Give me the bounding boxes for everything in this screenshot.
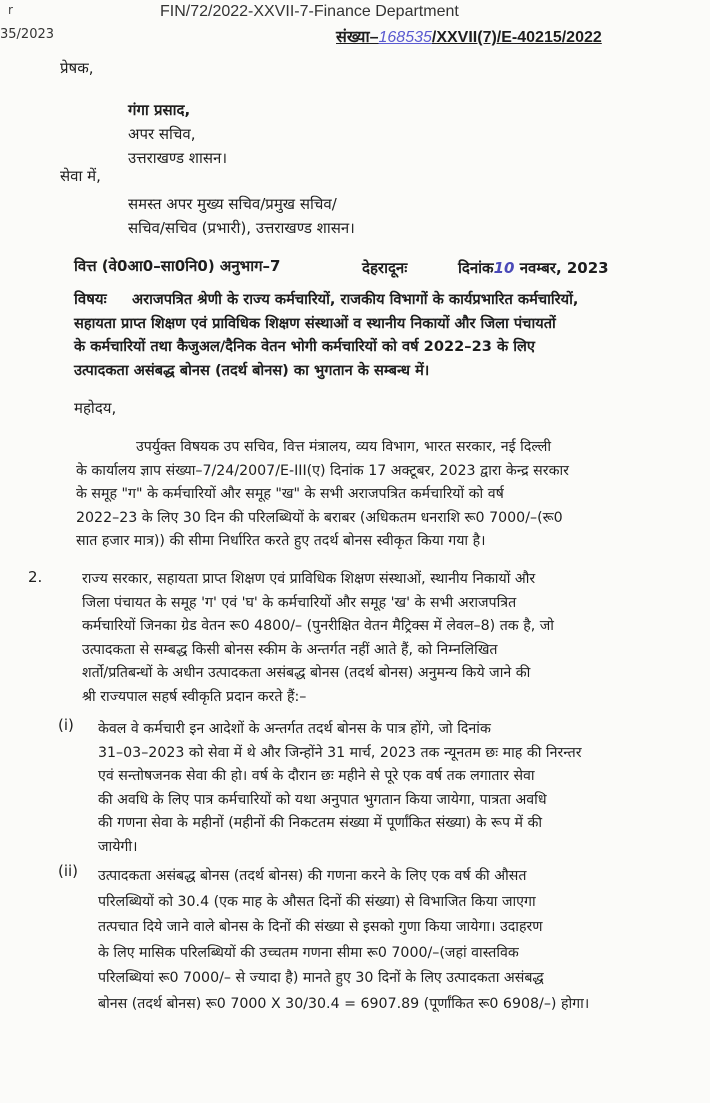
paragraph-line: परिलब्धियों को 30.4 (एक माह के औसत दिनों की संख्या) से विभाजित किया जाएगा [98,893,536,910]
subject-line: के कर्मचारियों तथा कैजुअल/दैनिक वेतन भोगी कर्मचारियों को वर्ष 2022–23 के लिए [74,338,535,355]
paragraph-line: बोनस (तदर्थ बोनस) रू0 7000 X 30/30.4 = 6907.89 (पूर्णांकित रू0 6908/–) होगा। [98,995,590,1012]
paragraph-line: 2022–23 के लिए 30 दिन की परिलब्धियों के बराबर (अधिकतम धनराशि रू0 7000/–(रू0 [76,509,563,526]
corner-mark: r [8,3,13,17]
sender-designation: अपर सचिव, [128,125,196,143]
sender-name: गंगा प्रसाद, [128,101,191,119]
subject-line: अराजपत्रित श्रेणी के राज्य कर्मचारियों, राजकीय विभागों के कार्यप्रभारित कर्मचारियों, [132,291,579,308]
paragraph-line: के कार्यालय ज्ञाप संख्या–7/24/2007/E-III(ए) दिनांक 17 अक्टूबर, 2023 द्वारा केन्द्र सरकार [76,462,569,479]
date-suffix: नवम्बर, 2023 [519,259,609,277]
paragraph-line: एवं सन्तोषजनक सेवा की हो। वर्ष के दौरान छः महीने से पूरे एक वर्ष तक लगातार सेवा [98,768,535,785]
paragraph-line: केवल वे कर्मचारी इन आदेशों के अन्तर्गत तदर्थ बोनस के पात्र होंगे, जो दिनांक [98,721,491,737]
paragraph-line: तत्पचात दिये जाने वाले बोनस के दिनों की संख्या से इसको गुणा किया जायेगा। उदाहरण [98,919,543,935]
recipient-line-1: समस्त अपर मुख्य सचिव/प्रमुख सचिव/ [128,195,337,213]
sankhya-suffix: /XXVII(7)/E-40215/2022 [431,29,602,46]
section-department: वित्त (वे0आ0–सा0नि0) अनुभाग–7 [74,257,281,275]
item-ii-text [98,864,638,1017]
paragraph-line: जिला पंचायत के समूह 'ग' एवं 'घ' के कर्मचारियों और समूह 'ख' के सभी अराजपत्रित [82,594,517,611]
paragraph-line: कर्मचारियों जिनका ग्रेड वेतन रू0 4800/– (पुनरीक्षित वेतन मैट्रिक्स में लेवल–8) तक है, जो [82,618,554,635]
paragraph-line: की गणना सेवा के महीनों (महीनों की निकटतम संख्या में पूर्णांकित संख्या) के रूप में की [98,815,543,832]
paragraph-line: उत्पादकता असंबद्ध बोनस (तदर्थ बोनस) की गणना करने के लिए एक वर्ष की औसत [98,868,527,884]
paragraph-line: के लिए मासिक परिलब्धियों की उच्चतम गणना सीमा रू0 7000/–(जहां वास्तविक [98,944,519,961]
paragraph-2 [82,568,638,710]
recipient-line-2: सचिव/सचिव (प्रभारी), उत्तराखण्ड शासन। [128,219,355,237]
paragraph-line: उत्पादकता से सम्बद्ध किसी बोनस स्कीम के अन्तर्गत नहीं आते हैं, को निम्नलिखित [82,641,498,658]
place-name: देहरादूनः [362,259,408,277]
paragraph-line: श्री राज्यपाल सहर्ष स्वीकृति प्रदान करते हैं:– [82,688,307,705]
paragraph-1 [76,436,636,554]
sankhya-label: संख्या– [336,29,379,46]
subject-line: उत्पादकता असंबद्ध बोनस (तदर्थ बोनस) का भुगतान के सम्बन्ध में। [74,361,430,379]
paragraph-line: उपर्युक्त विषयक उप सचिव, वित्त मंत्रालय, व्यय विभाग, भारत सरकार, नई दिल्ली [136,439,552,455]
item-ii-number: (ii) [58,862,79,880]
paragraph-line: जायेगी। [98,838,138,855]
sender-label: प्रेषक, [60,59,94,77]
sender-organisation: उत्तराखण्ड शासन। [128,149,228,167]
letter-date [458,258,609,278]
file-reference: FIN/72/2022-XXVII-7-Finance Department [160,3,459,20]
paragraph-line: राज्य सरकार, सहायता प्राप्त शिक्षण एवं प्राविधिक शिक्षण संस्थाओं, स्थानीय निकायों और [82,571,536,587]
recipient-label: सेवा में, [60,167,101,185]
subject-line: सहायता प्राप्त शिक्षण एवं प्राविधिक शिक्षण संस्थाओं व स्थानीय निकायों और जिला पंचायतों [74,314,556,332]
paragraph-2-number: 2. [28,568,43,586]
paragraph-line: के समूह "ग" के कर्मचारियों और समूह "ख" के सभी अराजपत्रित कर्मचारियों को वर्ष [76,486,504,503]
paragraph-line: सात हजार मात्र)) की सीमा निर्धारित करते हुए तदर्थ बोनस स्वीकृत किया गया है। [76,533,486,550]
sankhya-handwritten: 168535 [378,29,432,46]
item-i-text [98,718,638,860]
date-handwritten-day: 10 [493,259,515,277]
subject-label: विषयः [74,290,107,308]
salutation: महोदय, [74,399,117,417]
subject-text [74,288,634,382]
paragraph-line: की अवधि के लिए पात्र कर्मचारियों को यथा अनुपात भुगतान किया जायेगा, पात्रता अवधि [98,791,547,808]
paragraph-line: 31–03–2023 को सेवा में थे और जिन्होंने 31 मार्च, 2023 तक न्यूनतम छः माह की निरन्तर [98,744,582,761]
paragraph-line: शर्तो/प्रतिबन्धों के अधीन उत्पादकता असंबद्ध बोनस (तदर्थ बोनस) अनुमन्य किये जाने की [82,665,531,682]
paragraph-line: परिलब्धियां रू0 7000/– से ज्यादा है) मानते हुए 30 दिनों के लिए उत्पादकता असंबद्ध [98,970,544,986]
document-number-fragment: 35/2023 [0,27,55,42]
item-i-number: (i) [58,716,74,734]
date-prefix: दिनांक [458,259,494,277]
letter-reference-number [336,25,602,47]
